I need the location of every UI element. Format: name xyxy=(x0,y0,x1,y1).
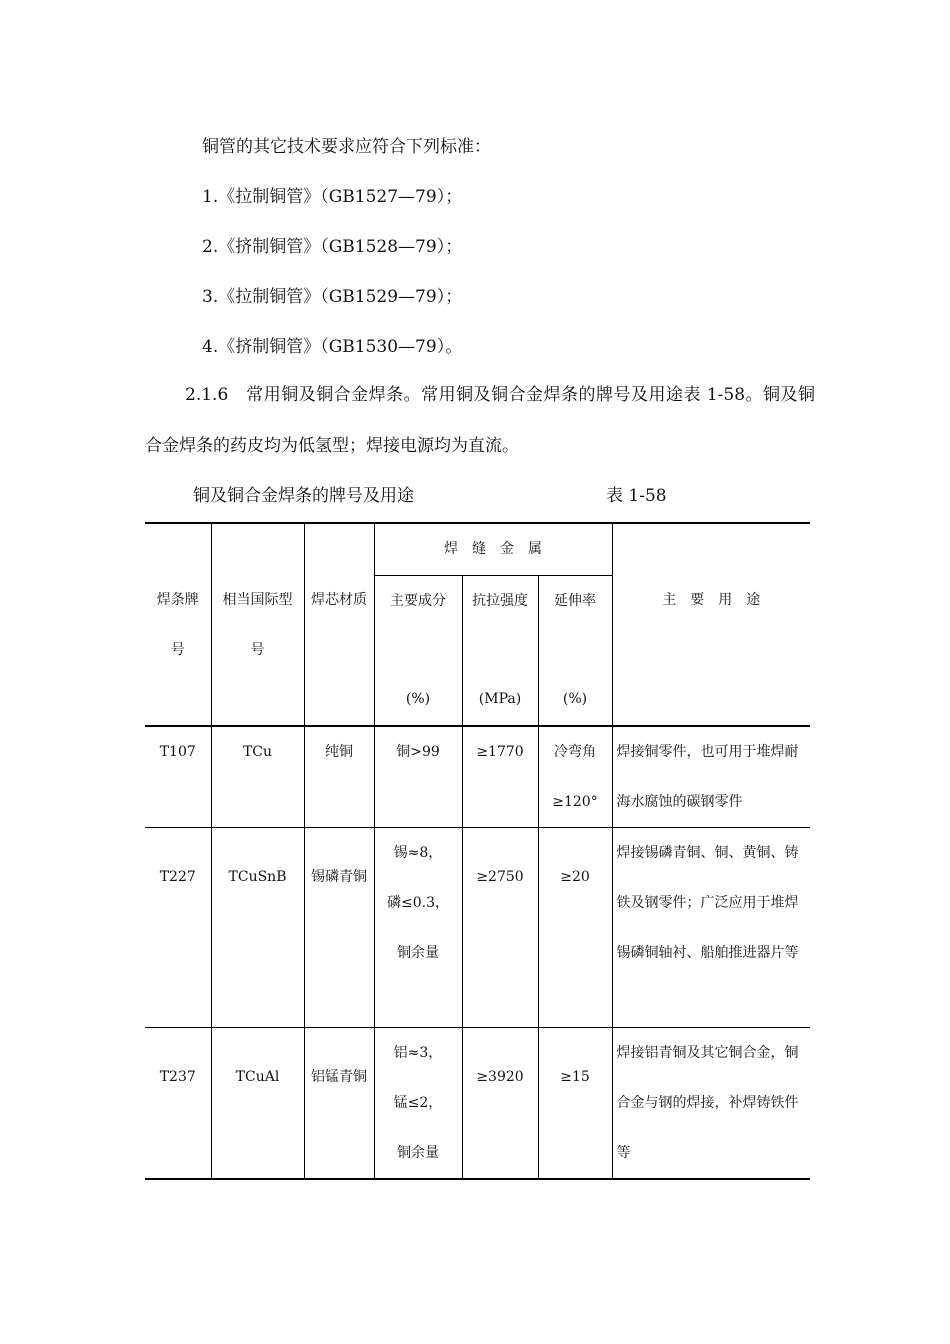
row1-comp: 铜>99 xyxy=(374,726,462,828)
intro-text: 铜管的其它技术要求应符合下列标准： xyxy=(202,137,491,157)
row1-intl: TCu xyxy=(211,726,304,828)
row3-comp: 铝≈3， 锰≤2， 铜余量 xyxy=(374,1028,462,1180)
row2-intl: TCuSnB xyxy=(211,828,304,1028)
standard-item-3: 3.《拉制铜管》（GB1529—79）； xyxy=(202,287,463,307)
standard-item-2: 2.《挤制铜管》（GB1528—79）； xyxy=(202,237,463,257)
row1-elong: 冷弯角 ≥120° xyxy=(538,726,612,828)
standard-item-4: 4.《挤制铜管》（GB1530—79）。 xyxy=(202,337,463,357)
header-strength: 抗拉强度 (MPa) xyxy=(462,575,538,726)
row2-core: 锡磷青铜 xyxy=(304,828,374,1028)
row1-strength: ≥1770 xyxy=(462,726,538,828)
row3-strength: ≥3920 xyxy=(462,1028,538,1180)
row2-comp: 锡≈8， 磷≤0.3， 铜余量 xyxy=(374,828,462,1028)
row3-grade: T237 xyxy=(145,1028,211,1180)
header-composition: 主要成分 (%) xyxy=(374,575,462,726)
row2-usage: 焊接锡磷青铜、铜、黄铜、铸铁及钢零件；广泛应用于堆焊锡磷铜轴衬、船舶推进器片等 xyxy=(612,828,810,1028)
header-elongation: 延伸率 (%) xyxy=(538,575,612,726)
row3-usage: 焊接铝青铜及其它铜合金，铜合金与钢的焊接，补焊铸铁件等 xyxy=(612,1028,810,1180)
standard-item-1: 1.《拉制铜管》（GB1527—79）； xyxy=(202,187,463,207)
table-number: 表 1-58 xyxy=(606,486,667,506)
row1-core: 纯铜 xyxy=(304,726,374,828)
header-usage: 主 要 用 途 xyxy=(612,523,810,726)
row2-grade: T227 xyxy=(145,828,211,1028)
row2-elong: ≥20 xyxy=(538,828,612,1028)
header-intl: 相当国际型 号 xyxy=(211,523,304,726)
header-weld-metal: 焊 缝 金 属 xyxy=(374,523,612,575)
row3-intl: TCuAl xyxy=(211,1028,304,1180)
electrode-table xyxy=(145,522,810,1180)
table-caption: 铜及铜合金焊条的牌号及用途 xyxy=(193,486,414,506)
table-row xyxy=(145,726,810,828)
section-paragraph: 2.1.6 常用铜及铜合金焊条。常用铜及铜合金焊条的牌号及用途表 1-58。铜及铜合金焊条的药皮均为低氢型；焊接电源均为直流。 xyxy=(145,385,815,456)
header-core: 焊芯材质 xyxy=(304,523,374,726)
row1-usage: 焊接铜零件，也可用于堆焊耐海水腐蚀的碳钢零件 xyxy=(612,726,810,828)
table-row xyxy=(145,828,810,1028)
row1-grade: T107 xyxy=(145,726,211,828)
row2-strength: ≥2750 xyxy=(462,828,538,1028)
row3-elong: ≥15 xyxy=(538,1028,612,1180)
row3-core: 铝锰青铜 xyxy=(304,1028,374,1180)
header-grade: 焊条牌 号 xyxy=(145,523,211,726)
table-row xyxy=(145,1028,810,1180)
